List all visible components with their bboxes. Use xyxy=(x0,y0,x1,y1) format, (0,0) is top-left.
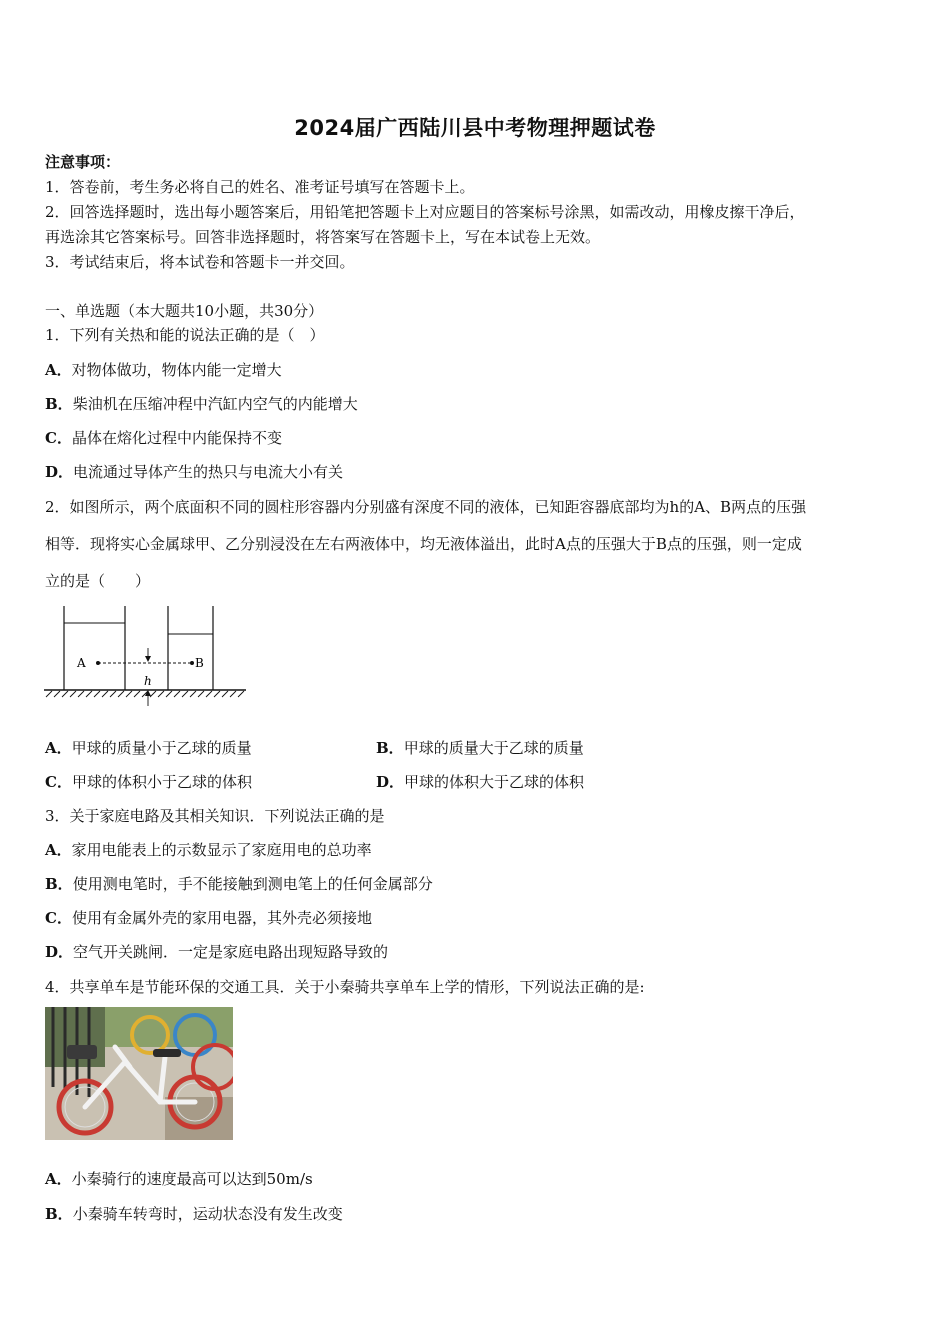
q2-option-d[interactable]: D．甲球的体积大于乙球的体积 xyxy=(376,773,585,791)
q4-stem: 4．共享单车是节能环保的交通工具．关于小秦骑共享单车上学的情形，下列说法正确的是: xyxy=(45,978,645,996)
q3-option-d[interactable]: D．空气开关跳闸．一定是家庭电路出现短路导致的 xyxy=(45,943,389,961)
notice-item-1: 1．答卷前，考生务必将自己的姓名、准考证号填写在答题卡上。 xyxy=(45,178,475,196)
page-title: 2024届广西陆川县中考物理押题试卷 xyxy=(294,116,656,140)
q4-bicycle-photo xyxy=(45,1007,233,1140)
q2-option-c[interactable]: C．甲球的体积小于乙球的体积 xyxy=(45,773,252,791)
q1-stem: 1．下列有关热和能的说法正确的是（ ） xyxy=(45,326,325,344)
q2-stem-line-2: 相等．现将实心金属球甲、乙分别浸没在左右两液体中，均无液体溢出，此时A点的压强大于B点的压强，则一定成 xyxy=(45,535,802,553)
q3-option-a[interactable]: A．家用电能表上的示数显示了家庭用电的总功率 xyxy=(45,841,372,859)
q1-option-c[interactable]: C．晶体在熔化过程中内能保持不变 xyxy=(45,429,282,447)
q3-stem: 3．关于家庭电路及其相关知识．下列说法正确的是 xyxy=(45,807,385,825)
notice-item-2: 2．回答选择题时，选出每小题答案后，用铅笔把答题卡上对应题目的答案标号涂黑，如需改动，用橡皮擦干净后， xyxy=(45,203,805,221)
q2-label-b: B xyxy=(195,656,204,670)
notice-item-3: 3．考试结束后，将本试卷和答题卡一并交回。 xyxy=(45,253,355,271)
notice-item-2-cont: 再选涂其它答案标号。回答非选择题时，将答案写在答题卡上，写在本试卷上无效。 xyxy=(45,228,601,246)
q1-option-a[interactable]: A．对物体做功，物体内能一定增大 xyxy=(45,361,282,379)
q2-label-h: h xyxy=(144,674,152,688)
q2-label-a: A xyxy=(77,656,86,670)
q3-option-c[interactable]: C．使用有金属外壳的家用电器，其外壳必须接地 xyxy=(45,909,372,927)
q4-option-b[interactable]: B．小秦骑车转弯时，运动状态没有发生改变 xyxy=(45,1205,343,1223)
q2-option-a[interactable]: A．甲球的质量小于乙球的质量 xyxy=(45,739,252,757)
q1-option-b[interactable]: B．柴油机在压缩冲程中汽缸内空气的内能增大 xyxy=(45,395,358,413)
q2-container-figure xyxy=(44,600,249,712)
q3-option-b[interactable]: B．使用测电笔时，手不能接触到测电笔上的任何金属部分 xyxy=(45,875,433,893)
q4-option-a[interactable]: A．小秦骑行的速度最高可以达到50m/s xyxy=(45,1170,313,1188)
q2-option-b[interactable]: B．甲球的质量大于乙球的质量 xyxy=(376,739,584,757)
q1-option-d[interactable]: D．电流通过导体产生的热只与电流大小有关 xyxy=(45,463,344,481)
q2-stem-line-1: 2．如图所示，两个底面积不同的圆柱形容器内分别盛有深度不同的液体，已知距容器底部均为h的A、B两点的压强 xyxy=(45,498,807,516)
notice-heading: 注意事项： xyxy=(45,153,121,171)
section-heading: 一、单选题（本大题共10小题，共30分） xyxy=(45,302,324,320)
q2-stem-line-3: 立的是（ ） xyxy=(45,572,151,590)
